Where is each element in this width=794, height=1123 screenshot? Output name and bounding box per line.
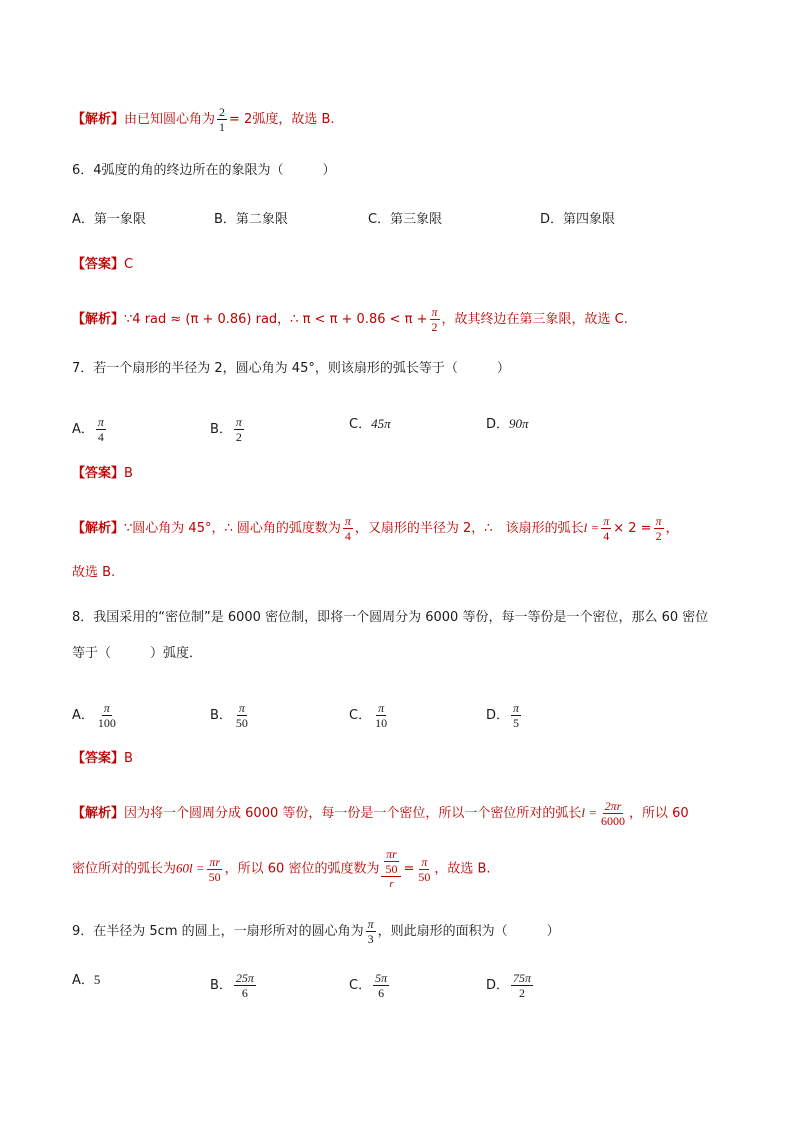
analysis-tag: 【解析】 [72,806,125,821]
fraction: $\frac{2}{1}$ [219,105,226,134]
answer-value: B [124,466,133,481]
answer-value: C [124,257,134,272]
q7-option-b: B． $\frac{\pi}{2}$ [210,415,242,444]
answer-value: B [124,751,133,766]
q8-answer [72,750,133,768]
question-6-stem: 6．4弧度的角的终边所在的象限为（ ） [72,163,336,178]
q8-option-a: A． $\frac{\pi}{100}$ [72,701,116,730]
q9-option-c: C． $\frac{5\pi}{6}$ [349,971,388,1000]
q5-analysis [72,105,335,134]
answer-tag: 【答案】 [72,751,125,766]
q7-option-a: A． $\frac{\pi}{4}$ [72,415,104,444]
q7-option-d: D．90π [486,416,529,432]
q7-option-c: C．45π [349,416,391,432]
answer-tag: 【答案】 [72,466,125,481]
analysis-tag: 【解析】 [72,312,125,327]
q9-option-d: D． $\frac{75\pi}{2}$ [486,971,532,1000]
q9-option-b: B． $\frac{25\pi}{6}$ [210,971,254,1000]
q6-option-c: C．第三象限 [368,212,443,227]
q6-option-a: A．第一象限 [72,212,146,227]
q8-analysis-cont: 密位所对的弧长为60l = $\frac{\pi r}{50}$ ，所以 60 密位的弧度数为 $\frac{\frac{\pi r}{50}}{r}$ = $\frac{\pi}{50}$ ，故选 B. [72,847,491,890]
q8-option-c: C． $\frac{\pi}{10}$ [349,701,388,730]
analysis-tag: 【解析】 [72,112,125,127]
q6-answer [72,256,133,274]
q7-answer [72,465,133,483]
q7-analysis-cont: 故选 B. [72,565,116,580]
q6-option-d: D．第四象限 [540,212,616,227]
analysis-text: = 2弧度，故选 B. [229,112,335,127]
q8-option-b: B． $\frac{\pi}{50}$ [210,701,248,730]
q8-analysis: 【解析】因为将一个圆周分成 6000 等份，每一份是一个密位，所以一个密位所对的弧长l = $\frac{2\pi r}{6000}$ ，所以 60 [72,799,689,828]
fraction: $\frac{\pi}{2}$ [431,305,438,334]
answer-tag: 【答案】 [72,257,125,272]
analysis-text: 由已知圆心角为 [124,112,216,127]
q6-option-b: B．第二象限 [214,212,288,227]
q7-analysis: 【解析】∵圆心角为 45°，∴ 圆心角的弧度数为 $\frac{\pi}{4}$ ，又扇形的半径为 2，∴ 该扇形的弧长l = $\frac{\pi}{4}$ × 2 = $\frac{\pi}{2}$ ， [72,514,679,543]
q9-option-a: A．5 [72,972,101,988]
question-7-stem: 7．若一个扇形的半径为 2，圆心角为 45°，则该扇形的弧长等于（ ） [72,361,510,376]
q8-option-d: D． $\frac{\pi}{5}$ [486,701,520,730]
question-8-stem-cont: 等于（ ）弧度． [72,646,203,661]
question-9-stem: 9．在半径为 5cm 的圆上，一扇形所对的圆心角为 $\frac{\pi}{3}$ ，则此扇形的面积为（ ） [72,917,560,946]
q6-analysis: 【解析】∵4 rad ≈ (π + 0.86) rad，∴ π < π + 0.86 < π + $\frac{\pi}{2}$ ，故其终边在第三象限，故选 C. [72,305,628,334]
analysis-tag: 【解析】 [72,521,125,536]
question-8-stem: 8．我国采用的“密位制”是 6000 密位制，即将一个圆周分为 6000 等份，每一等份是一个密位，那么 60 密位 [72,610,709,625]
